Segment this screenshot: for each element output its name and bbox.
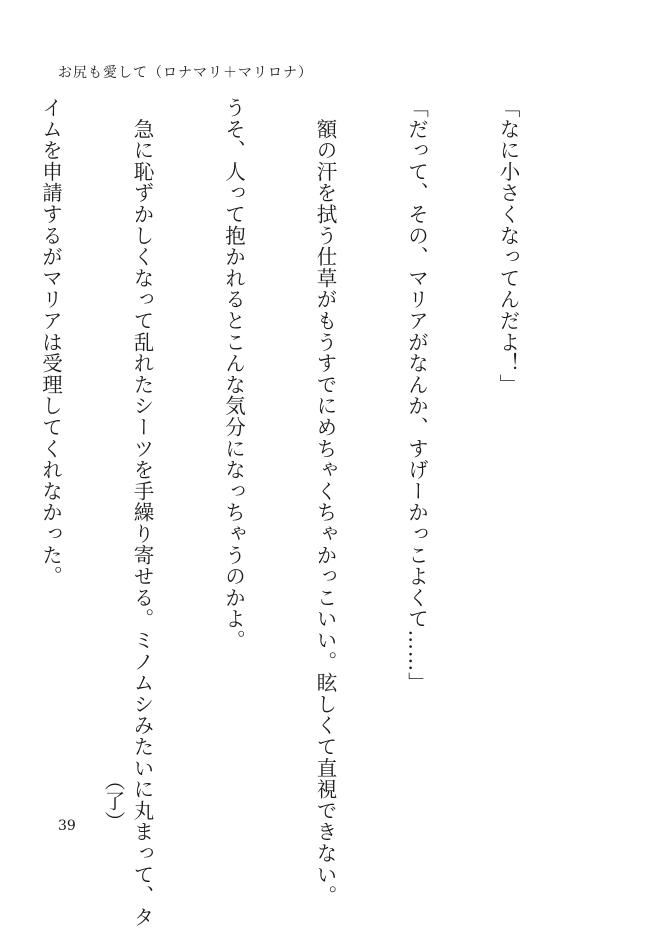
end-mark: （了）: [101, 770, 125, 832]
text-line: 急に恥ずかしくなって乱れたシーツを手繰り寄せる。ミノムシみたいに丸まって、タ: [130, 97, 154, 928]
running-head: お尻も愛して（ロナマリ＋マリロナ）: [58, 65, 313, 81]
page-number: 39: [58, 818, 76, 834]
text-line: 「なに小さくなってんだよ！」: [496, 97, 520, 396]
text-line: うそ、人って抱かれるとこんな気分になっちゃうのかよ。: [221, 97, 246, 651]
text-line: 「だって、その、マリアがなんか、すげーかっこよくて……」: [404, 97, 429, 694]
text-line: 額の汗を拭う仕草がもうすでにめちゃくちゃかっこいい。眩しくて直視できない。: [313, 97, 337, 907]
text-line: イムを申請するがマリアは受理してくれなかった。: [38, 97, 63, 587]
